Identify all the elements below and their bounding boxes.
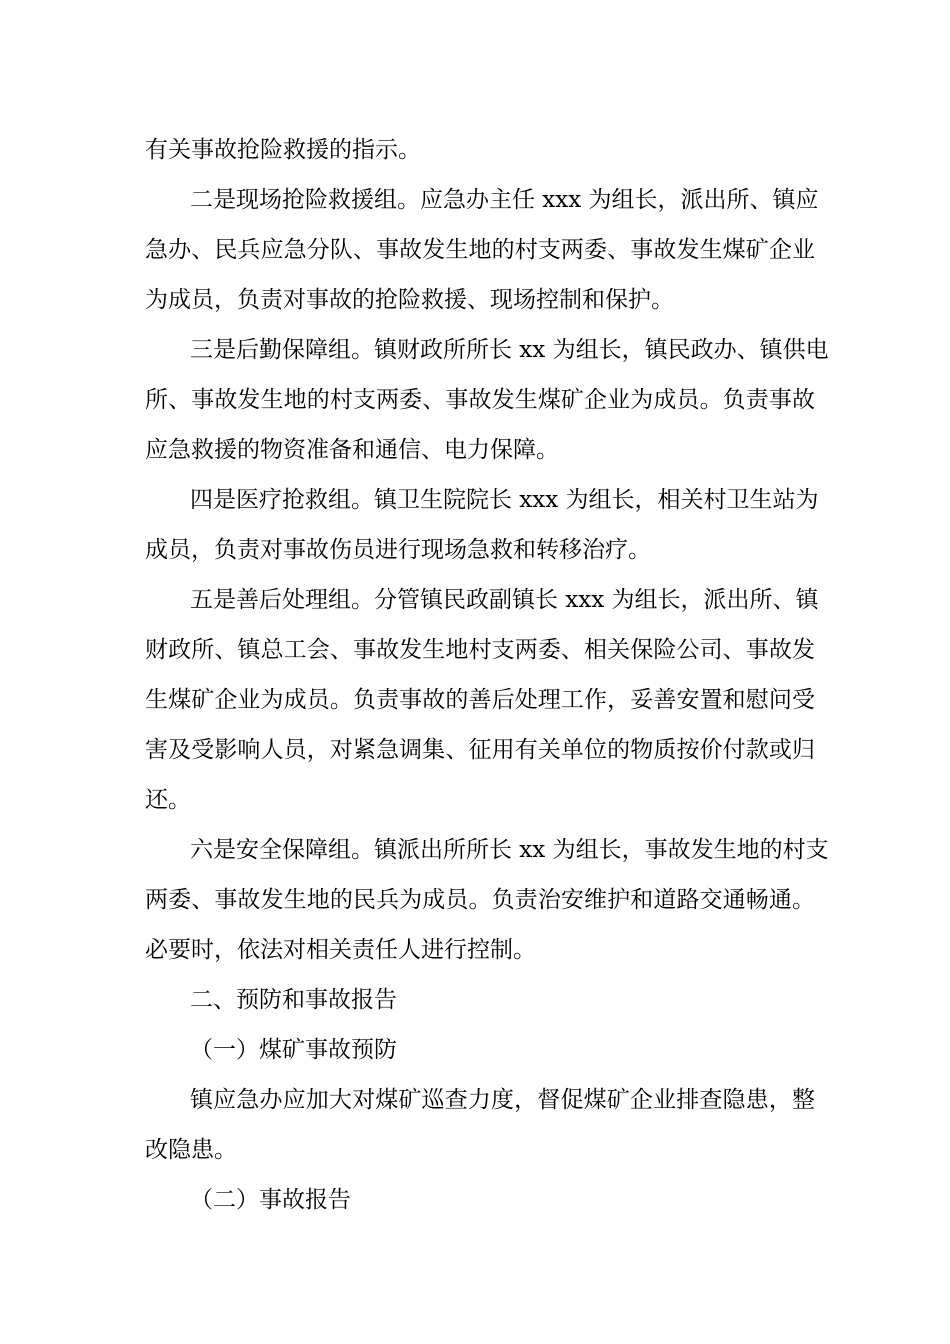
text-line: 还。 <box>145 787 191 813</box>
text-line: 为成员，负责对事故的抢险救援、现场控制和保护。 <box>145 287 674 313</box>
text-line: 改隐患。 <box>145 1137 237 1163</box>
text-line: 害及受影响人员，对紧急调集、征用有关单位的物质按价付款或归 <box>145 737 815 763</box>
paragraph-first-line: 四是医疗抢救组。镇卫生院院长 xxx 为组长，相关村卫生站为 <box>190 487 819 513</box>
subsection-heading: （一）煤矿事故预防 <box>190 1037 397 1063</box>
paragraph-first-line: 二是现场抢险救援组。应急办主任 xxx 为组长，派出所、镇应 <box>190 187 819 213</box>
paragraph-first-line: 三是后勤保障组。镇财政所所长 xx 为组长，镇民政办、镇供电 <box>190 337 829 363</box>
text-line: 财政所、镇总工会、事故发生地村支两委、相关保险公司、事故发 <box>145 637 815 663</box>
text-line: 有关事故抢险救援的指示。 <box>145 137 421 163</box>
paragraph-first-line: 六是安全保障组。镇派出所所长 xx 为组长，事故发生地的村支 <box>190 837 829 863</box>
section-heading: 二、预防和事故报告 <box>190 987 397 1013</box>
text-line: 所、事故发生地的村支两委、事故发生煤矿企业为成员。负责事故 <box>145 387 815 413</box>
paragraph-first-line: 镇应急办应加大对煤矿巡查力度，督促煤矿企业排查隐患，整 <box>190 1087 815 1113</box>
paragraph-first-line: 五是善后处理组。分管镇民政副镇长 xxx 为组长，派出所、镇 <box>190 587 819 613</box>
text-line: 急办、民兵应急分队、事故发生地的村支两委、事故发生煤矿企业 <box>145 237 815 263</box>
text-line: 生煤矿企业为成员。负责事故的善后处理工作，妥善安置和慰问受 <box>145 687 815 713</box>
text-line: 两委、事故发生地的民兵为成员。负责治安维护和道路交通畅通。 <box>145 887 815 913</box>
text-line: 应急救援的物资准备和通信、电力保障。 <box>145 437 559 463</box>
subsection-heading: （二）事故报告 <box>190 1187 351 1213</box>
text-line: 成员，负责对事故伤员进行现场急救和转移治疗。 <box>145 537 651 563</box>
text-line: 必要时，依法对相关责任人进行控制。 <box>145 937 536 963</box>
